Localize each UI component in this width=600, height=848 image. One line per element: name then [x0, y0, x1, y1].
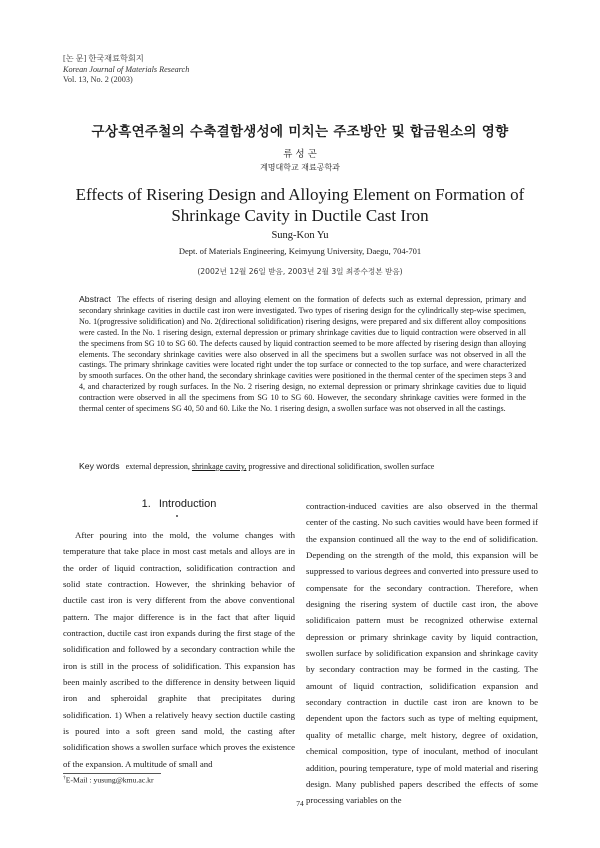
abstract [79, 294, 526, 415]
body-paragraph-right: contraction-induced cavities are also observed in the thermal center of the casting. No such cavities would have been formed if the expansion continued all the way to the end of solidification. Depending on the strength of the mold, this expansion will be suppressed to various degrees and converted into pressure used to compensate for the secondary contraction. Therefore, when designing the risering system of ductile cast iron, the above solidificaion pattern must be recognized otherwise external depression or primary shrinkage cavity by liquid contraction, swollen surface by solidification expansion and shrinkage cavity by secondary contraction may be formed in the casting. The amount of liquid contraction, solidification expansion and secondary contraction in ductile cast iron are known to be dependent upon the factors such as type of melting equipment, quality of metallic charge, melt history, degree of oxidation, chemical composition, type of inoculant, method of inoculant addition, pouring temperature, type of mold material and risering design. Many published papers described the effects of some processing variables on the [306, 501, 538, 806]
body-paragraph-left: After pouring into the mold, the volume changes with temperature that take place in most cast metals and alloys are in the order of liquid contraction, solidification contraction and solid state contraction. However, the shrinking behavior of ductile cast iron is very different from the above conventional pattern. The major difference is in the fact that after liquid contraction, ductile cast iron expands during the first stage of the solidification and followed by a secondary contraction while the iron is still in the process of solidification. This expansion has been mainly ascribed to the difference in density between liquid iron and spheroidal graphite that precipitates during solidification. 1) When a relatively heavy section ductile casting is poured into a soft green sand mold, the casting after solidification shows a swollen surface which proves the existence of the expansion. A multitude of small and [63, 530, 295, 769]
english-title-line-2: Shrinkage Cavity in Ductile Cast Iron [171, 206, 429, 225]
journal-name: Korean Journal of Materials Research [63, 64, 190, 74]
english-author: Sung-Kon Yu [271, 230, 329, 241]
footnote-text: E-Mail : yusung@kmu.ac.kr [65, 775, 154, 785]
footnote-mark: † [63, 775, 66, 781]
keywords-part-1: external depression, [125, 462, 190, 471]
footnote-rule [63, 773, 161, 774]
korean-affiliation: 계명대학교 재료공학과 [260, 163, 340, 172]
english-affiliation: Dept. of Materials Engineering, Keimyung University, Daegu, 704-701 [178, 246, 422, 256]
korean-author: 류 성 곤 [283, 149, 317, 160]
journal-header [63, 54, 189, 86]
section-number: 1. [141, 498, 151, 510]
keywords [79, 461, 559, 471]
abstract-text: The effects of risering design and alloying element on the formation of defects such as external depression, primary and secondary shrinkage cavities in ductile cast iron were investigated. Two types of risering design for the cylindrically step-wise specimen, No. 1(progressive solidification) and No. 2(directional solidification) risering designs, were prepared and six different alloy compositions were casted. In the No. 1 risering design, external depression or primary shrinkage cavities due to liquid contraction were observed in all the specimens from SG 10 to SG 60. The defects caused by liquid contraction seemed to be more affected by risering design than alloying elements. The secondary shrinkage cavities were also observed in all the specimens but a swollen surface was not observed in all the castings. The primary shrinkage cavities were located right under the top surface or connected to the top surface, and were characterized by smooth surfaces. On the other hand, the secondary shrinkage cavities were positioned in the thermal center of the specimen steps 3 and 4, and characterized by rough surfaces. In the No. 2 risering design, no external depression or primary shrinkage cavities due to liquid contraction were observed in all the specimens from SG 10 to SG 60. However, the secondary shrinkage cavities were formed in the thermal center of specimens SG 40, 50 and 60. Like the No. 1 risering design, a swollen surface was not observed in all the castings. [79, 295, 526, 414]
keywords-label: Key words [79, 461, 120, 471]
english-title-line-1: Effects of Risering Design and Alloying Element on Formation of [75, 185, 525, 204]
section-title: Introduction [158, 498, 217, 510]
volume-info: Vol. 13, No. 2 (2003) [63, 75, 133, 84]
page-number: 74 [296, 799, 304, 808]
keywords-part-2: shrinkage cavity, [191, 462, 247, 471]
heading-dot [176, 515, 178, 517]
keywords-part-3: progressive and directional solidification, swollen surface [248, 462, 435, 471]
abstract-label: Abstract [79, 294, 111, 304]
korean-title: 구상흑연주철의 수축결함생성에 미치는 주조방안 및 합금원소의 영향 [91, 124, 509, 140]
section-heading [63, 498, 295, 510]
body-column-left [63, 527, 295, 772]
body-column-right [306, 498, 538, 809]
article-type-line: [논 문] 한국재료학회지 [63, 54, 144, 63]
footnote [63, 775, 154, 785]
english-title [0, 184, 600, 226]
received-dates: (2002년 12월 26일 받음, 2003년 2월 3일 최종수정본 받음) [197, 267, 403, 276]
